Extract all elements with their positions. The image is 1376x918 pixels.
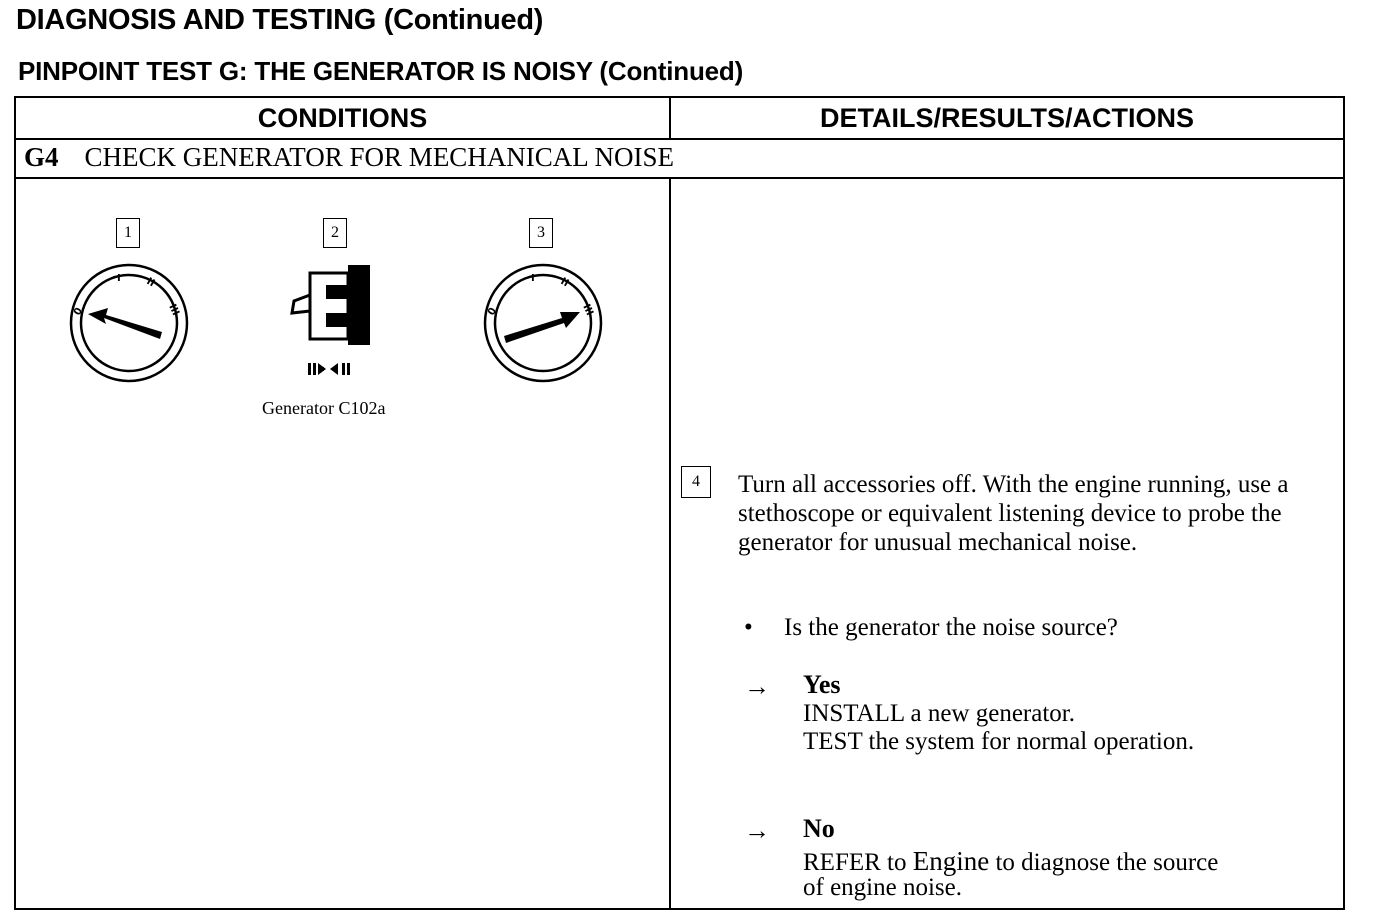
no-action-2: of engine noise. — [803, 874, 962, 901]
mark-zero: 0 — [72, 305, 86, 318]
generator-connector-icon — [286, 263, 386, 378]
mark-three: III — [580, 302, 595, 318]
ignition-switch-run-icon — [480, 260, 606, 386]
engine-reference: Engine — [912, 846, 990, 876]
page-heading: DIAGNOSIS AND TESTING (Continued) — [16, 4, 544, 36]
yes-arrow-icon: → — [744, 672, 770, 701]
step-divider — [16, 177, 1343, 179]
no-diagnose-text: to diagnose the source — [989, 849, 1219, 876]
step-3-number: 3 — [529, 218, 553, 248]
step-2-number: 2 — [323, 218, 347, 248]
yes-action-2: TEST the system for normal operation. — [803, 728, 1195, 755]
test-title: PINPOINT TEST G: THE GENERATOR IS NOISY (Continued) — [18, 56, 744, 86]
question-text: Is the generator the noise source? — [784, 614, 1118, 641]
connector-caption: Generator C102a — [262, 398, 386, 418]
no-label: No — [803, 814, 835, 843]
mark-two: II — [144, 276, 157, 290]
mark-two: II — [558, 276, 571, 290]
step-title: CHECK GENERATOR FOR MECHANICAL NOISE — [84, 142, 675, 172]
yes-label: Yes — [803, 670, 841, 699]
ignition-switch-off-icon — [66, 260, 192, 386]
no-refer-text: REFER to — [803, 849, 913, 876]
question-bullet: • — [744, 614, 753, 641]
no-arrow-icon: → — [744, 816, 770, 845]
step-row — [24, 142, 674, 173]
mark-zero: 0 — [486, 305, 500, 318]
step-4-number: 4 — [681, 466, 711, 498]
mark-one: I — [117, 273, 121, 284]
yes-action-1: INSTALL a new generator. — [803, 700, 1075, 727]
mark-one: I — [531, 273, 535, 284]
mark-three: III — [166, 302, 181, 318]
details-header: DETAILS/RESULTS/ACTIONS — [819, 103, 1194, 133]
header-divider — [16, 138, 1343, 140]
body-column-divider — [669, 179, 671, 908]
step-1-number: 1 — [116, 218, 140, 248]
conditions-header: CONDITIONS — [257, 103, 428, 133]
step-4-instruction: Turn all accessories off. With the engine running, use a stethoscope or equivalent listening device to probe the generator for unusual mechanical noise. — [738, 471, 1289, 556]
no-action-1 — [803, 846, 1218, 877]
step-id: G4 — [24, 142, 59, 172]
pinpoint-test-table — [14, 96, 1345, 910]
